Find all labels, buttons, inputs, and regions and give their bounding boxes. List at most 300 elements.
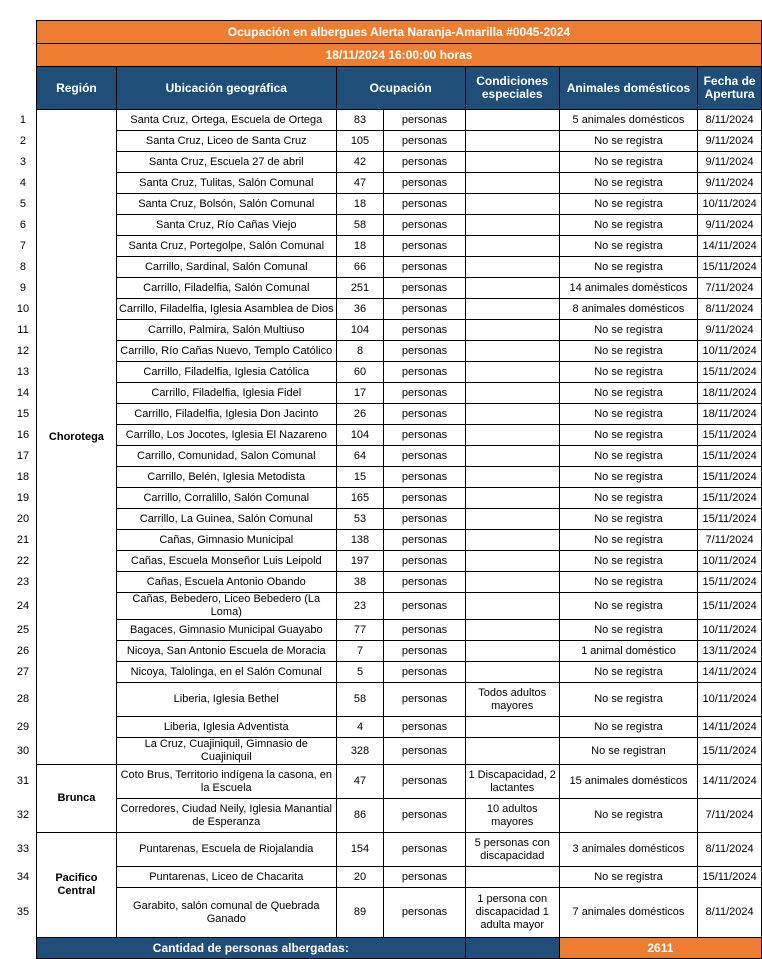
occupancy-cell: 42 [336,152,384,173]
unit-cell: personas [384,738,465,765]
opening-date-cell: 14/11/2024 [698,717,762,738]
table-row [10,194,762,215]
table-row [10,299,762,320]
opening-date-cell: 10/11/2024 [698,683,762,717]
opening-date-cell: 9/11/2024 [698,173,762,194]
table-row [10,152,762,173]
unit-cell: personas [384,131,465,152]
location-cell: Puntarenas, Escuela de Riojalandia [116,833,336,867]
opening-date-cell: 9/11/2024 [698,131,762,152]
unit-cell: personas [384,341,465,362]
occupancy-cell: 154 [336,833,384,867]
table-row [10,110,762,131]
conditions-cell [465,551,559,572]
row-number: 12 [16,344,30,357]
animals-cell: No se registra [559,662,697,683]
table-row [10,341,762,362]
row-number: 32 [16,809,30,821]
occupancy-cell: 77 [336,620,384,641]
opening-date-cell: 8/11/2024 [698,110,762,131]
total-label: Cantidad de personas albergadas: [36,938,465,959]
animals-cell: No se registra [559,509,697,530]
animals-cell: No se registra [559,320,697,341]
opening-date-cell: 9/11/2024 [698,215,762,236]
row-number: 33 [16,843,30,855]
conditions-cell: 1 Discapacidad, 2 lactantes [465,765,559,799]
location-cell: Cañas, Escuela Antonio Obando [116,572,336,593]
location-cell: Carrillo, Filadelfia, Iglesia Don Jacinto [116,404,336,425]
occupancy-cell: 8 [336,341,384,362]
row-index-blank [10,938,36,959]
animals-cell: No se registra [559,488,697,509]
location-cell: Liberia, Iglesia Adventista [116,717,336,738]
unit-cell: personas [384,152,465,173]
occupancy-cell: 104 [336,425,384,446]
occupancy-cell: 7 [336,641,384,662]
animals-cell: No se registra [559,362,697,383]
row-number: 28 [16,693,30,705]
unit-cell: personas [384,488,465,509]
conditions-cell: 10 adultos mayores [465,799,559,833]
conditions-cell [465,404,559,425]
conditions-cell [465,467,559,488]
opening-date-cell: 15/11/2024 [698,867,762,888]
unit-cell: personas [384,717,465,738]
unit-cell: personas [384,530,465,551]
location-cell: Coto Brus, Territorio indígena la casona, en la Escuela [116,765,336,799]
occupancy-cell: 105 [336,131,384,152]
occupancy-cell: 38 [336,572,384,593]
location-cell: Carrillo, Filadelfia, Salón Comunal [116,278,336,299]
occupancy-cell: 104 [336,320,384,341]
table-row [10,131,762,152]
occupancy-cell: 328 [336,738,384,765]
occupancy-cell: 60 [336,362,384,383]
row-number: 17 [16,449,30,462]
unit-cell: personas [384,110,465,131]
conditions-cell [465,593,559,620]
conditions-cell: 1 persona con discapacidad 1 adulta mayor [465,888,559,938]
opening-date-cell: 8/11/2024 [698,888,762,938]
row-number: 16 [16,428,30,441]
unit-cell: personas [384,194,465,215]
occupancy-cell: 64 [336,446,384,467]
location-cell: Santa Cruz, Portegolpe, Salón Comunal [116,236,336,257]
conditions-cell [465,152,559,173]
row-number: 23 [16,575,30,588]
animals-cell: 8 animales domésticos [559,299,697,320]
unit-cell: personas [384,173,465,194]
location-cell: Cañas, Bebedero, Liceo Bebedero (La Loma) [116,593,336,620]
row-number: 6 [19,218,27,231]
table-row [10,530,762,551]
unit-cell: personas [384,446,465,467]
animals-cell: No se registra [559,530,697,551]
row-number: 30 [16,744,30,757]
opening-date-cell: 14/11/2024 [698,765,762,799]
total-row [10,938,762,959]
table-row [10,799,762,833]
unit-cell: personas [384,467,465,488]
header-ubicacion: Ubicación geográfica [116,67,336,110]
animals-cell: No se registra [559,799,697,833]
animals-cell: No se registra [559,551,697,572]
opening-date-cell: 15/11/2024 [698,738,762,765]
unit-cell: personas [384,641,465,662]
table-row [10,236,762,257]
location-cell: Liberia, Iglesia Bethel [116,683,336,717]
opening-date-cell: 7/11/2024 [698,530,762,551]
opening-date-cell: 15/11/2024 [698,488,762,509]
opening-date-cell: 10/11/2024 [698,341,762,362]
unit-cell: personas [384,551,465,572]
conditions-cell [465,641,559,662]
row-number: 27 [16,665,30,678]
table-row [10,257,762,278]
report-datetime: 18/11/2024 16:00:00 horas [36,44,761,67]
occupancy-cell: 47 [336,765,384,799]
unit-cell: personas [384,215,465,236]
row-index-blank [10,21,36,44]
table-row [10,833,762,867]
opening-date-cell: 15/11/2024 [698,425,762,446]
occupancy-cell: 89 [336,888,384,938]
conditions-cell [465,620,559,641]
animals-cell: No se registra [559,194,697,215]
unit-cell: personas [384,593,465,620]
unit-cell: personas [384,320,465,341]
location-cell: Puntarenas, Liceo de Chacarita [116,867,336,888]
occupancy-cell: 83 [336,110,384,131]
conditions-cell [465,572,559,593]
table-row [10,215,762,236]
unit-cell: personas [384,509,465,530]
animals-cell: 3 animales domésticos [559,833,697,867]
row-number: 8 [19,260,27,273]
table-row [10,620,762,641]
table-row [10,683,762,717]
occupancy-cell: 18 [336,194,384,215]
location-cell: Nicoya, Talolinga, en el Salón Comunal [116,662,336,683]
animals-cell: 15 animales domésticos [559,765,697,799]
table-row [10,738,762,765]
animals-cell: No se registra [559,593,697,620]
location-cell: Santa Cruz, Ortega, Escuela de Ortega [116,110,336,131]
table-row [10,509,762,530]
animals-cell: No se registra [559,404,697,425]
location-cell: Cañas, Gimnasio Municipal [116,530,336,551]
location-cell: Carrillo, Los Jocotes, Iglesia El Nazareno [116,425,336,446]
row-index-blank [10,44,36,67]
row-index-blank [10,67,36,110]
opening-date-cell: 15/11/2024 [698,572,762,593]
animals-cell: No se registra [559,467,697,488]
row-number: 26 [16,644,30,657]
conditions-cell [465,383,559,404]
unit-cell: personas [384,572,465,593]
occupancy-cell: 15 [336,467,384,488]
occupancy-cell: 23 [336,593,384,620]
row-number: 2 [19,134,27,147]
location-cell: Carrillo, Belén, Iglesia Metodista [116,467,336,488]
region-cell: Chorotega [36,110,116,765]
conditions-cell [465,446,559,467]
opening-date-cell: 13/11/2024 [698,641,762,662]
conditions-cell [465,320,559,341]
header-animales: Animales domésticos [559,67,697,110]
row-number: 29 [16,720,30,733]
region-cell: Brunca [36,765,116,833]
region-cell: Pacifico Central [36,833,116,938]
animals-cell: No se registra [559,152,697,173]
conditions-cell [465,488,559,509]
row-number: 19 [16,491,30,504]
table-row [10,488,762,509]
table-row [10,572,762,593]
opening-date-cell: 15/11/2024 [698,593,762,620]
sheet-title: Ocupación en albergues Alerta Naranja-Amarilla #0045-2024 [36,21,761,44]
conditions-cell [465,509,559,530]
conditions-cell [465,236,559,257]
shelter-occupancy-table [10,20,762,959]
animals-cell: 5 animales domésticos [559,110,697,131]
table-row [10,641,762,662]
opening-date-cell: 7/11/2024 [698,278,762,299]
opening-date-cell: 15/11/2024 [698,509,762,530]
opening-date-cell: 10/11/2024 [698,551,762,572]
occupancy-cell: 165 [336,488,384,509]
opening-date-cell: 8/11/2024 [698,833,762,867]
conditions-cell [465,867,559,888]
conditions-cell [465,341,559,362]
conditions-cell [465,425,559,446]
unit-cell: personas [384,236,465,257]
occupancy-cell: 36 [336,299,384,320]
occupancy-cell: 5 [336,662,384,683]
location-cell: Bagaces, Gimnasio Municipal Guayabo [116,620,336,641]
row-number: 15 [16,407,30,420]
location-cell: Carrillo, La Guinea, Salón Comunal [116,509,336,530]
table-row [10,765,762,799]
opening-date-cell: 15/11/2024 [698,362,762,383]
header-ocupacion: Ocupación [336,67,465,110]
occupancy-cell: 197 [336,551,384,572]
animals-cell: No se registra [559,683,697,717]
occupancy-cell: 26 [336,404,384,425]
location-cell: Carrillo, Filadelfia, Iglesia Fidel [116,383,336,404]
location-cell: Carrillo, Corralillo, Salón Comunal [116,488,336,509]
location-cell: Carrillo, Filadelfia, Iglesia Asamblea de Dios [116,299,336,320]
total-value: 2611 [559,938,761,959]
row-number: 21 [16,533,30,546]
animals-cell: No se registra [559,620,697,641]
table-row [10,888,762,938]
occupancy-cell: 58 [336,683,384,717]
table-row [10,278,762,299]
row-number: 18 [16,470,30,483]
conditions-cell [465,215,559,236]
animals-cell: No se registra [559,446,697,467]
opening-date-cell: 15/11/2024 [698,446,762,467]
unit-cell: personas [384,888,465,938]
unit-cell: personas [384,257,465,278]
row-number: 11 [17,323,29,336]
conditions-cell [465,257,559,278]
row-number: 1 [19,113,27,126]
table-row [10,551,762,572]
unit-cell: personas [384,799,465,833]
occupancy-cell: 66 [336,257,384,278]
table-row [10,446,762,467]
animals-cell: No se registra [559,383,697,404]
location-cell: Santa Cruz, Escuela 27 de abril [116,152,336,173]
location-cell: Carrillo, Río Cañas Nuevo, Templo Católico [116,341,336,362]
unit-cell: personas [384,765,465,799]
location-cell: Nicoya, San Antonio Escuela de Moracia [116,641,336,662]
conditions-cell [465,738,559,765]
location-cell: Corredores, Ciudad Neily, Iglesia Manantial de Esperanza [116,799,336,833]
opening-date-cell: 10/11/2024 [698,620,762,641]
table-row [10,404,762,425]
opening-date-cell: 14/11/2024 [698,662,762,683]
row-number: 34 [16,870,30,883]
row-number: 22 [16,554,30,567]
animals-cell: No se registran [559,738,697,765]
occupancy-cell: 251 [336,278,384,299]
unit-cell: personas [384,425,465,446]
animals-cell: 1 animal doméstico [559,641,697,662]
header-fecha: Fecha de Apertura [698,67,762,110]
table-row [10,662,762,683]
opening-date-cell: 9/11/2024 [698,320,762,341]
location-cell: Carrillo, Palmira, Salón Multiuso [116,320,336,341]
occupancy-cell: 17 [336,383,384,404]
row-number: 13 [16,365,30,378]
conditions-cell [465,131,559,152]
animals-cell: 7 animales domésticos [559,888,697,938]
unit-cell: personas [384,383,465,404]
occupancy-cell: 47 [336,173,384,194]
location-cell: Garabito, salón comunal de Quebrada Ganado [116,888,336,938]
conditions-cell: 5 personas con discapacidad [465,833,559,867]
location-cell: Carrillo, Filadelfia, Iglesia Católica [116,362,336,383]
opening-date-cell: 8/11/2024 [698,299,762,320]
location-cell: Carrillo, Sardinal, Salón Comunal [116,257,336,278]
occupancy-cell: 18 [336,236,384,257]
table-row [10,717,762,738]
opening-date-cell: 10/11/2024 [698,194,762,215]
unit-cell: personas [384,299,465,320]
row-number: 3 [19,155,27,168]
location-cell: Santa Cruz, Liceo de Santa Cruz [116,131,336,152]
occupancy-cell: 4 [336,717,384,738]
row-number: 14 [16,386,30,399]
opening-date-cell: 18/11/2024 [698,383,762,404]
unit-cell: personas [384,362,465,383]
occupancy-cell: 138 [336,530,384,551]
unit-cell: personas [384,278,465,299]
conditions-cell [465,194,559,215]
table-row [10,593,762,620]
animals-cell: No se registra [559,131,697,152]
unit-cell: personas [384,620,465,641]
occupancy-cell: 86 [336,799,384,833]
occupancy-cell: 53 [336,509,384,530]
conditions-cell [465,299,559,320]
animals-cell: No se registra [559,215,697,236]
location-cell: Cañas, Escuela Monseñor Luis Leipold [116,551,336,572]
conditions-cell [465,530,559,551]
row-number: 25 [16,623,30,636]
table-row [10,867,762,888]
occupancy-cell: 58 [336,215,384,236]
unit-cell: personas [384,833,465,867]
opening-date-cell: 15/11/2024 [698,467,762,488]
animals-cell: No se registra [559,717,697,738]
animals-cell: No se registra [559,173,697,194]
location-cell: Santa Cruz, Río Cañas Viejo [116,215,336,236]
table-row [10,467,762,488]
opening-date-cell: 7/11/2024 [698,799,762,833]
opening-date-cell: 9/11/2024 [698,152,762,173]
conditions-cell [465,110,559,131]
table-row [10,320,762,341]
conditions-cell [465,278,559,299]
location-cell: Santa Cruz, Bolsón, Salón Comunal [116,194,336,215]
conditions-cell [465,662,559,683]
animals-cell: No se registra [559,572,697,593]
row-number: 20 [16,512,30,525]
header-region: Región [36,67,116,110]
header-condiciones: Condiciones especiales [465,67,559,110]
conditions-cell [465,173,559,194]
table-row [10,173,762,194]
animals-cell: No se registra [559,236,697,257]
row-number: 7 [19,239,27,252]
conditions-cell [465,717,559,738]
total-spacer [465,938,559,959]
animals-cell: 14 animales domésticos [559,278,697,299]
animals-cell: No se registra [559,257,697,278]
conditions-cell: Todos adultos mayores [465,683,559,717]
row-number: 24 [16,599,30,612]
unit-cell: personas [384,404,465,425]
unit-cell: personas [384,662,465,683]
occupancy-cell: 20 [336,867,384,888]
row-number: 9 [19,281,27,294]
opening-date-cell: 18/11/2024 [698,404,762,425]
unit-cell: personas [384,867,465,888]
table-row [10,383,762,404]
opening-date-cell: 14/11/2024 [698,236,762,257]
row-number: 4 [19,176,27,189]
row-number: 10 [16,302,30,315]
opening-date-cell: 15/11/2024 [698,257,762,278]
location-cell: Carrillo, Comunidad, Salon Comunal [116,446,336,467]
row-number: 31 [16,775,30,787]
animals-cell: No se registra [559,341,697,362]
conditions-cell [465,362,559,383]
table-row [10,425,762,446]
row-number: 5 [19,197,27,210]
row-number: 35 [16,906,30,918]
location-cell: La Cruz, Cuajiniquil, Gimnasio de Cuajiniquil [116,738,336,765]
location-cell: Santa Cruz, Tulitas, Salón Comunal [116,173,336,194]
table-row [10,362,762,383]
animals-cell: No se registra [559,425,697,446]
animals-cell: No se registra [559,867,697,888]
unit-cell: personas [384,683,465,717]
